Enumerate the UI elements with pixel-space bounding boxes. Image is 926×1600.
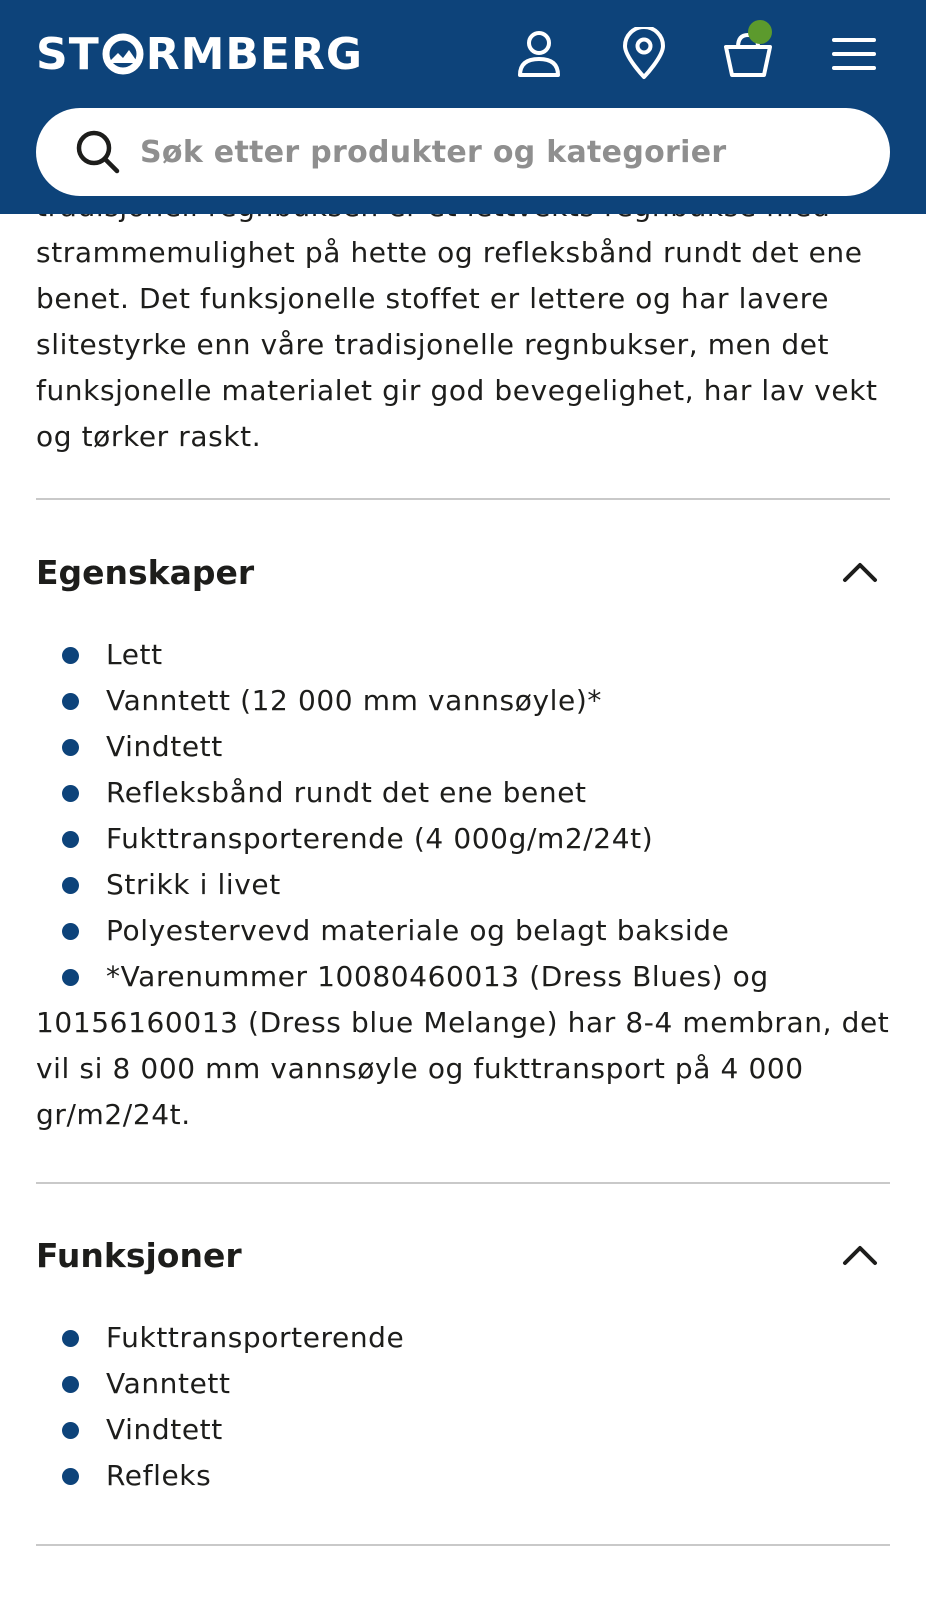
function-list xyxy=(36,1315,906,1499)
section-header-egenskaper[interactable] xyxy=(36,542,890,602)
list-item: Fukttransporterende xyxy=(36,1315,906,1361)
logo-text-start: ST xyxy=(36,28,100,80)
logo-o-mark-icon xyxy=(102,33,144,75)
bullet xyxy=(62,1468,79,1485)
list-item: Refleks xyxy=(36,1453,906,1499)
section-header-funksjoner[interactable] xyxy=(36,1225,890,1285)
bullet xyxy=(62,923,79,940)
store-locator-button[interactable] xyxy=(616,26,672,82)
section-title: Egenskaper xyxy=(36,552,255,592)
product-description: strammemulighet på hette og refleksbånd rundt det ene benet. Det funksjonelle stoffet er lettere og har lavere slitestyrke enn våre tradisjonelle regnbukser, men det funksjonelle materialet gir god bevegelighet, har lav vekt og tørker raskt. xyxy=(36,236,878,453)
list-item: Vindtett xyxy=(36,724,906,770)
bullet xyxy=(62,693,79,710)
divider xyxy=(36,1182,890,1184)
divider xyxy=(36,498,890,500)
menu-button[interactable] xyxy=(826,26,882,82)
bullet xyxy=(62,831,79,848)
list-item: *Varenummer 10080460013 (Dress Blues) og 10156160013 (Dress blue Melange) har 8-4 membran, det vil si 8 000 mm vannsøyle og fukttransport på 4 000 gr/m2/24t. xyxy=(36,960,890,1131)
cart-status-badge xyxy=(748,20,772,44)
bullet xyxy=(62,1422,79,1439)
bullet xyxy=(62,877,79,894)
list-item: Lett xyxy=(36,632,906,678)
divider xyxy=(36,1544,890,1546)
feature-list xyxy=(36,632,906,1138)
section-title: Funksjoner xyxy=(36,1235,242,1275)
search-input[interactable] xyxy=(36,108,890,196)
logo-text-end: RMBERG xyxy=(145,28,363,80)
stormberg-logo[interactable] xyxy=(36,30,363,78)
account-button[interactable] xyxy=(511,26,567,82)
list-item: Refleksbånd rundt det ene benet xyxy=(36,770,906,816)
list-item: Vanntett xyxy=(36,1361,906,1407)
list-item: Strikk i livet xyxy=(36,862,906,908)
list-item: Vindtett xyxy=(36,1407,906,1453)
list-item: Vanntett (12 000 mm vannsøyle)* xyxy=(36,678,906,724)
bullet xyxy=(62,785,79,802)
list-item: Fukttransporterende (4 000g/m2/24t) xyxy=(36,816,906,862)
user-icon xyxy=(516,29,562,79)
bullet xyxy=(62,739,79,756)
chevron-up-icon xyxy=(840,552,880,592)
location-pin-icon xyxy=(621,27,667,81)
cart-button[interactable] xyxy=(720,26,776,82)
search-icon xyxy=(74,128,122,176)
search-placeholder: Søk etter produkter og kategorier xyxy=(140,134,727,170)
bullet xyxy=(62,1330,79,1347)
site-header xyxy=(0,0,926,214)
chevron-up-icon xyxy=(840,1235,880,1275)
bullet xyxy=(62,647,79,664)
bullet xyxy=(62,969,79,986)
list-item: Polyestervevd materiale og belagt bakside xyxy=(36,908,906,954)
bullet xyxy=(62,1376,79,1393)
menu-icon xyxy=(831,36,877,72)
